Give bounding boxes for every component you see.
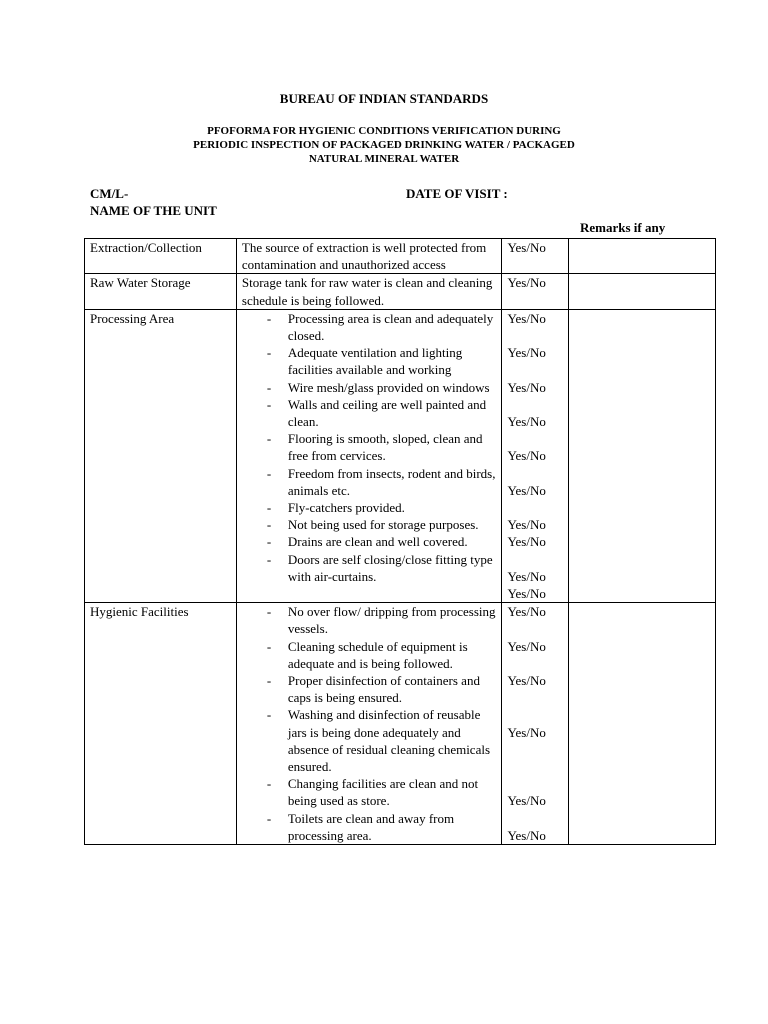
answer: Yes/No <box>507 638 546 654</box>
list-item: - Cleaning schedule of equipment is adequate and is being followed. <box>266 638 468 671</box>
list-item: - Changing facilities are clean and not being used as store. <box>266 776 479 809</box>
answer-cell <box>502 309 569 602</box>
item-text: Walls and ceiling are well painted and clean. <box>287 396 487 430</box>
list-item: - Doors are self closing/close fitting type with air-curtains. <box>266 551 493 584</box>
subtitle-line: PERIODIC INSPECTION OF PACKAGED DRINKING WATER / PACKAGED <box>193 139 575 151</box>
list-item: - Drains are clean and well covered. <box>266 534 468 550</box>
list-item: - Processing area is clean and adequately closed. <box>266 310 494 344</box>
answer: Yes/No <box>507 604 546 620</box>
answer: Yes/No <box>507 379 546 395</box>
subtitle-line: PFOFORMA FOR HYGIENIC CONDITIONS VERIFICATION DURING <box>207 125 561 137</box>
subtitle-line: NATURAL MINERAL WATER <box>308 153 460 165</box>
item-text: Fly-catchers provided. <box>287 500 405 516</box>
list-item: - Adequate ventilation and lighting facilities available and working <box>266 345 463 378</box>
item-text: Drains are clean and well covered. <box>287 534 468 550</box>
answer: Yes/No <box>507 568 546 584</box>
item-text: Changing facilities are clean and not being used as store. <box>287 776 479 809</box>
answer: Yes/No <box>507 793 546 809</box>
table-row <box>85 274 716 309</box>
date-of-visit-label: DATE OF VISIT : <box>406 186 508 201</box>
document-title: BUREAU OF INDIAN STANDARDS <box>279 91 489 106</box>
item-text: Freedom from insects, rodent and birds, animals etc. <box>287 465 496 498</box>
item-text: Processing area is clean and adequately closed. <box>287 310 494 344</box>
item-text: Cleaning schedule of equipment is adequate and is being followed. <box>287 638 468 671</box>
list-item: - Washing and disinfection of reusable jars is being done adequately and absence of residual cleaning chemicals ensured. <box>266 707 491 774</box>
document-subtitle <box>0 124 768 166</box>
list-item: - Fly-catchers provided. <box>266 500 405 516</box>
list-item: - Walls and ceiling are well painted and clean. <box>266 396 487 430</box>
item-text: Flooring is smooth, sloped, clean and free from cervices. <box>287 431 483 464</box>
criteria-list <box>242 603 502 844</box>
category-cell: Extraction/Collection <box>85 239 237 274</box>
answer: Yes/No <box>507 413 546 429</box>
remarks-cell[interactable] <box>569 603 716 845</box>
answer-cell <box>502 603 569 845</box>
answer: Yes/No <box>507 517 546 533</box>
remarks-cell[interactable] <box>569 274 716 309</box>
unit-name-label: NAME OF THE UNIT <box>90 203 217 218</box>
answer-cell: Yes/No <box>502 239 569 274</box>
list-item: - Proper disinfection of containers and caps is being ensured. <box>266 672 480 706</box>
item-text: No over flow/ dripping from processing vessels. <box>287 604 496 637</box>
criteria-list <box>242 310 502 585</box>
item-text: Not being used for storage purposes. <box>287 517 479 533</box>
criteria-cell: The source of extraction is well protected from contamination and unauthorized access <box>236 239 502 274</box>
remarks-header: Remarks if any <box>580 220 666 235</box>
answer: Yes/No <box>507 534 546 550</box>
answer: Yes/No <box>507 724 546 740</box>
list-item: - Not being used for storage purposes. <box>266 517 479 533</box>
criteria-cell <box>236 309 502 602</box>
table-row <box>85 603 716 845</box>
answer: Yes/No <box>507 310 546 326</box>
remarks-cell[interactable] <box>569 309 716 602</box>
list-item: - No over flow/ dripping from processing vessels. <box>266 604 496 637</box>
criteria-cell: Storage tank for raw water is clean and cleaning schedule is being followed. <box>236 274 502 309</box>
category-cell: Processing Area <box>85 309 237 602</box>
table-row <box>85 309 716 602</box>
item-text: Toilets are clean and away from processing area. <box>287 810 455 843</box>
answer: Yes/No <box>507 585 546 601</box>
answer: Yes/No <box>507 448 546 464</box>
item-text: Washing and disinfection of reusable jars is being done adequately and absence of residual cleaning chemicals ensured. <box>287 707 491 774</box>
category-cell: Hygienic Facilities <box>85 603 237 845</box>
list-item: - Freedom from insects, rodent and birds, animals etc. <box>266 465 496 498</box>
item-text: Doors are self closing/close fitting type with air-curtains. <box>287 551 493 584</box>
list-item: - Flooring is smooth, sloped, clean and free from cervices. <box>266 431 483 464</box>
answer-cell: Yes/No <box>502 274 569 309</box>
item-text: Proper disinfection of containers and caps is being ensured. <box>287 672 480 706</box>
list-item: - Toilets are clean and away from processing area. <box>266 810 455 843</box>
item-text: Wire mesh/glass provided on windows <box>287 379 490 395</box>
cml-label: CM/L- <box>90 186 129 201</box>
answer: Yes/No <box>507 672 546 688</box>
category-cell: Raw Water Storage <box>85 274 237 309</box>
item-text: Adequate ventilation and lighting facilities available and working <box>287 345 463 378</box>
answer: Yes/No <box>507 345 546 361</box>
criteria-cell <box>236 603 502 845</box>
remarks-cell[interactable] <box>569 239 716 274</box>
table-row <box>85 239 716 274</box>
answer: Yes/No <box>507 827 546 843</box>
list-item: - Wire mesh/glass provided on windows <box>266 379 490 395</box>
answer: Yes/No <box>507 482 546 498</box>
inspection-table <box>84 238 716 845</box>
